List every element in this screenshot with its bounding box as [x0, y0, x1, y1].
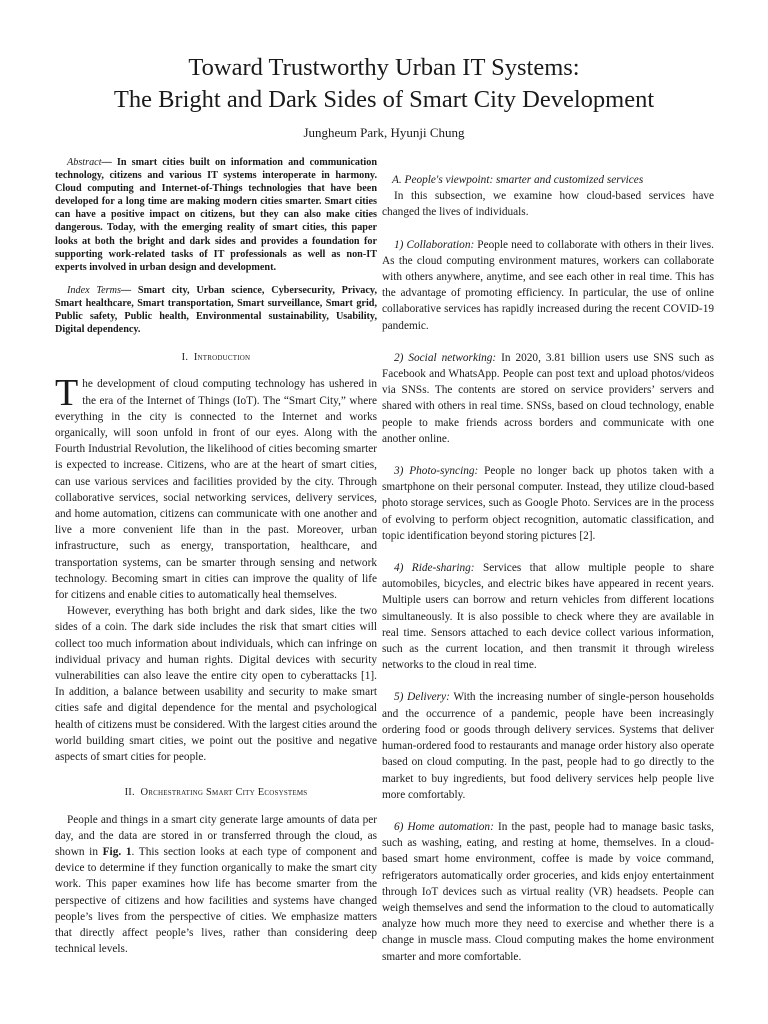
item-home-automation	[382, 819, 714, 965]
intro-paragraph-1-text: he development of cloud computing technology has ushered in the era of the Internet of Things (IoT). The “Smart City,” where everything in the city is connected to the Internet and works organically, will soon unfold in front of our eyes. Along with the Fourth Industrial Revolution, the likelihood of cities becoming smarter is expected to increase. Citizens, who are at the heart of smart cities, can use various services and facilities provided by the city. Through collaborative services, social networking services, delivery services, and home automation, citizens can communicate with one another and live a more convenient life than in the past. Moreover, urban infrastructure, such as energy, transportation, healthcare, and transportation systems, can be smarter through sensing and network technology. Becoming smart in cities can improve the quality of life for citizens and enable cities to automatically heal themselves.	[55, 378, 377, 602]
item-text: In the past, people had to manage basic tasks, such as washing, eating, and resting at home, themselves. In a cloud-based smart home environment, coffee is made by voice command, refrigerators automatically order groceries, and kids enjoy entertainment through IoT devices such as virtual reality (VR) headsets. People can weigh themselves and send the information to the cloud to automatically analyze how much more they need to exercise and whether there is a change in muscle mass. Cloud computing makes the home environment smarter and more comfortable.	[382, 820, 715, 963]
section-2-numeral: II.	[124, 787, 135, 799]
authors: Jungheum Park, Hyunji Chung	[303, 125, 465, 140]
left-column	[55, 156, 377, 957]
item-text: People need to collaborate with others in their lives. As the cloud computing environment matures, workers can collaborate with others anywhere, anytime, and see each other in real time. This has the advantage of promoting efficiency. In particular, the use of online collaborative services has rapidly increased during the recent COVID-19 pandemic.	[382, 238, 714, 332]
section-2-heading	[55, 785, 377, 801]
abstract	[55, 156, 377, 274]
item-label: 3) Photo-syncing:	[394, 465, 479, 478]
item-text: With the increasing number of single-person households and the occurrence of a pandemic, people have been increasingly ordering food or goods through delivery services. Systems that deliver human-ordered food to restaurants and manage order history also operate based on cloud computing. In the past, people had to go directly to the market to buy ingredients, but food delivery services help people live more comfortably.	[382, 691, 715, 801]
section-1-title: Introduction	[193, 352, 251, 364]
item-social-networking	[382, 350, 714, 447]
abstract-text: In smart cities built on information and communication technology, citizens and various IT systems interoperate in harmony. Cloud computing and Internet-of-Things technologies that have been developed for a long time are making modern cities smarter. Smart cities can have a positive impact on citizens, but they can also make cities dangerous. Today, with the emerging reality of smart cities, this paper looks at both the bright and dark sides and provides a foundation for supporting work-related tasks of IT professionals as well as non-IT experts involved in urban design and development.	[55, 157, 378, 273]
ecosystem-text-a: People and things in a smart city generate large amounts of data per day, and the data are stored in or transferred through the cloud, as shown in	[55, 813, 377, 858]
subsection-a-heading: A. People's viewpoint: smarter and customized services	[392, 174, 644, 186]
paper-title	[0, 52, 768, 116]
item-text: In 2020, 3.81 billion users use SNS such as Facebook and WhatsApp. People can post text and upload photos/videos via SNSs. The contents are stored on service providers’ servers and shared with others in real time. SNSs, based on cloud technology, enable people to make friends across borders and communicate with one another online.	[382, 351, 714, 445]
abstract-dash: —	[101, 157, 112, 168]
item-label: 1) Collaboration:	[394, 238, 475, 251]
right-column	[382, 156, 714, 965]
intro-paragraph-1	[55, 372, 377, 603]
item-photo-syncing	[382, 463, 714, 544]
index-terms-dash: —	[120, 284, 132, 296]
ecosystem-text-b: . This section looks at each type of component and device to determine if they function organically to make the smart city work. This paper examines how life has become smarter from the perspective of citizens and how facilities and systems have changed people’s lives from the perspective of cities. We emphasize matters that directly affect people’s lives, rather than considering deep technical levels.	[55, 845, 377, 956]
title-line-2: The Bright and Dark Sides of Smart City Development	[113, 86, 655, 113]
title-line-1: Toward Trustworthy Urban IT Systems:	[188, 54, 580, 81]
item-text: People no longer back up photos taken with a smartphone on their personal computer. Instead, they utilize cloud-based photo storage services, such as Google Photo. Services are in the process of evolving to perform object recognition, automatic classification, and topic identification beyond storing pictures [2].	[382, 465, 714, 542]
drop-cap: T	[55, 372, 79, 415]
ecosystem-paragraph	[55, 812, 377, 958]
item-text: Services that allow multiple people to share automobiles, bicycles, and electric bikes have appeared in recent years. Multiple users can borrow and return vehicles from different locations simultaneously. It is also possible to check where they are available in real time. Sensors attached to each device collect various information, such as the current location, and then transmit it through wireless networks to the cloud in real time.	[382, 562, 714, 672]
abstract-label: Abstract	[67, 157, 102, 168]
item-label: 4) Ride-sharing:	[394, 562, 475, 575]
index-terms	[55, 284, 377, 336]
section-1-numeral: I.	[181, 352, 189, 364]
item-label: 5) Delivery:	[394, 691, 450, 704]
figure-reference[interactable]: Fig. 1	[102, 845, 132, 858]
item-ride-sharing	[382, 560, 714, 673]
intro-paragraph-2: However, everything has both bright and dark sides, like the two sides of a coin. The dark side includes the risk that smart cities will collect too much information about individuals, which can infringe on individual privacy and human rights. Digital devices with security vulnerabilities can also leave the entire city open to cyberattacks [1]. In addition, a balance between usability and security to make smart cities safe and digital dependence for the mental and psychological health of citizens must be considered. With the largest cities around the world building smart cities, we point out the positive and negative aspects of smart cities for people.	[55, 605, 377, 764]
section-2-title: Orchestrating Smart City Ecosystems	[140, 787, 308, 799]
item-label: 6) Home automation:	[394, 820, 494, 833]
section-1-heading	[55, 350, 377, 366]
index-terms-label: Index Terms	[67, 284, 121, 296]
item-delivery	[382, 689, 714, 802]
item-collaboration	[382, 237, 714, 334]
index-terms-text: Smart city, Urban science, Cybersecurity, Privacy, Smart healthcare, Smart transportation, Smart surveillance, Smart grid, Public safety, Public health, Environmental sustainability, Usability, Digital dependency.	[55, 284, 377, 336]
subsection-a-intro: In this subsection, we examine how cloud-based services have changed the lives of individuals.	[382, 190, 714, 219]
item-label: 2) Social networking:	[394, 351, 497, 364]
